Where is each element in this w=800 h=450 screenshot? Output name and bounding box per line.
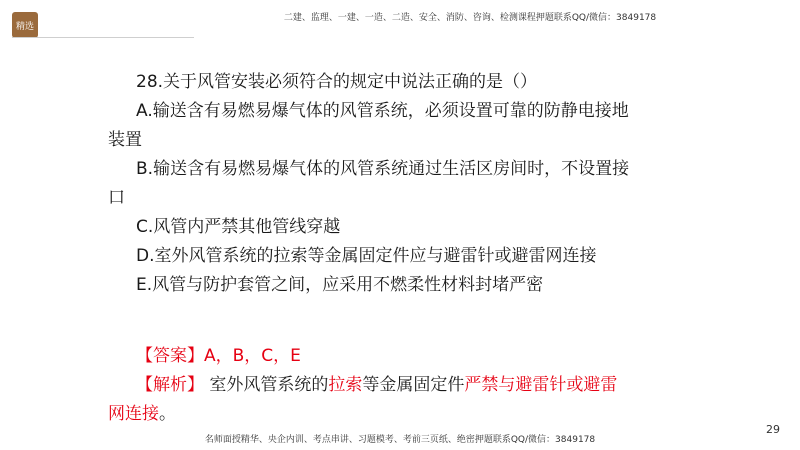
question-block bbox=[108, 68, 668, 300]
analysis-highlight-1: 拉索 bbox=[328, 375, 363, 395]
analysis-label: 【解析】 bbox=[136, 375, 204, 395]
option-e: E.风管与防护套管之间，应采用不燃柔性材料封堵严密 bbox=[136, 275, 544, 295]
answer-label: 【答案】 bbox=[136, 346, 204, 366]
analysis-highlight-3: 网连接 bbox=[108, 404, 159, 424]
bottom-banner: 名师面授精华、央企内训、考点串讲、习题模考、考前三页纸、绝密押题联系QQ/微信：3849178 bbox=[204, 435, 596, 445]
option-a-line1: A.输送含有易燃易爆气体的风管系统，必须设置可靠的防静电接地 bbox=[136, 101, 629, 121]
question-title: 28.关于风管安装必须符合的规定中说法正确的是（） bbox=[136, 72, 538, 92]
option-a-line2: 装置 bbox=[108, 130, 142, 150]
analysis-text-3: 。 bbox=[159, 404, 176, 424]
analysis-highlight-2: 严禁与避雷针或避雷 bbox=[464, 375, 618, 395]
header-divider bbox=[12, 37, 194, 38]
option-b-line2: 口 bbox=[108, 188, 125, 208]
option-c: C.风管内严禁其他管线穿越 bbox=[136, 217, 341, 237]
top-banner: 二建、监理、一建、一造、二造、安全、消防、咨询、检测课程押题联系QQ/微信：3849178 bbox=[283, 13, 657, 23]
answer-value: A，B，C，E bbox=[204, 346, 301, 366]
answer-line bbox=[136, 342, 301, 371]
logo-text: 精选 bbox=[15, 21, 34, 32]
analysis-text-1: 室外风管系统的 bbox=[204, 375, 329, 395]
logo-badge bbox=[12, 12, 38, 38]
option-b-line1: B.输送含有易燃易爆气体的风管系统通过生活区房间时，不设置接 bbox=[136, 159, 630, 179]
page-number: 29 bbox=[766, 423, 780, 436]
analysis-text-2: 等金属固定件 bbox=[362, 375, 465, 395]
analysis-block bbox=[108, 371, 668, 429]
option-d: D.室外风管系统的拉索等金属固定件应与避雷针或避雷网连接 bbox=[136, 246, 597, 266]
